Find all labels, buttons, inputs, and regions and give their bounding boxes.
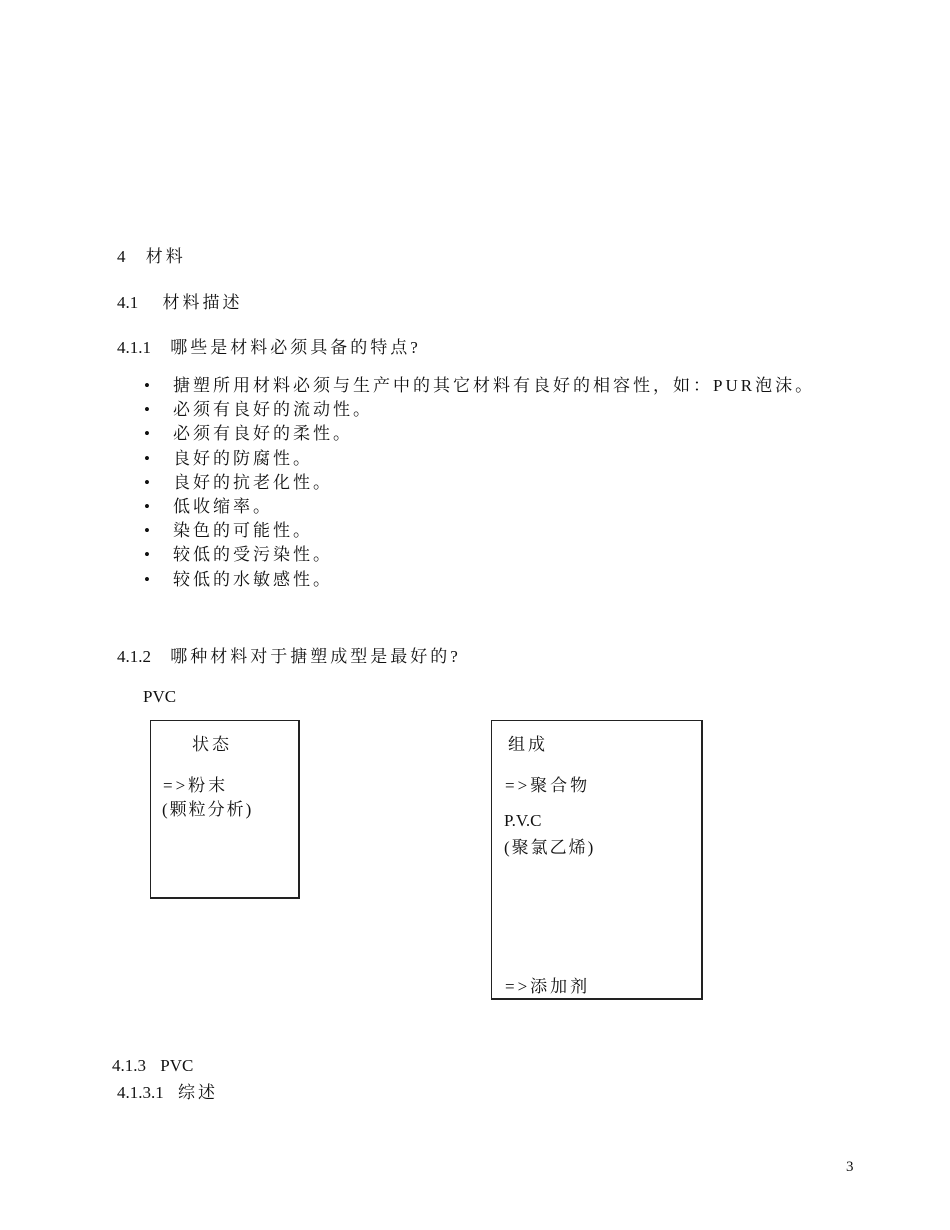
composition-box-title: 组成 [508, 735, 548, 754]
heading-4-1-3-1-text: 综述 [178, 1083, 218, 1102]
list-item [144, 519, 844, 543]
heading-4-1-2 [117, 642, 461, 667]
list-item-text: 搪塑所用材料必须与生产中的其它材料有良好的相容性，如：PUR泡沫。 [173, 376, 816, 395]
list-item-text: 良好的抗老化性。 [173, 472, 333, 492]
heading-4-1-3-number: 4.1.3 [112, 1056, 146, 1075]
list-item [144, 568, 844, 592]
state-box-line-2: (颗粒分析) [162, 800, 254, 819]
state-box-title: 状态 [192, 735, 232, 754]
list-item [144, 471, 844, 495]
heading-4-1 [117, 288, 243, 313]
heading-4-number: 4 [117, 247, 126, 266]
list-item [144, 447, 844, 471]
list-item-text: 必须有良好的柔性。 [173, 424, 353, 444]
composition-box [491, 720, 703, 1000]
state-box-line-1: =>粉末 [163, 776, 229, 795]
heading-4-1-3-1-number: 4.1.3.1 [117, 1083, 164, 1102]
list-item [144, 374, 844, 398]
material-label: PVC [143, 687, 177, 706]
heading-4-1-number: 4.1 [117, 293, 139, 312]
list-item [144, 543, 844, 567]
composition-box-line-2: P.V.C [504, 811, 542, 830]
list-item-text: 必须有良好的流动性。 [173, 400, 373, 420]
feature-list [144, 374, 844, 592]
heading-4-1-1-text: 哪些是材料必须具备的特点? [170, 338, 421, 357]
page-number: 3 [846, 1159, 854, 1175]
list-item-text: 染色的可能性。 [173, 521, 313, 541]
heading-4-1-2-number: 4.1.2 [117, 647, 151, 666]
composition-box-line-4: =>添加剂 [505, 977, 591, 996]
heading-4-1-3 [112, 1056, 193, 1076]
list-item-text: 低收缩率。 [173, 497, 273, 517]
composition-box-line-1: =>聚合物 [505, 776, 591, 795]
heading-4-1-1 [117, 333, 421, 358]
heading-4-text: 材料 [145, 247, 186, 266]
heading-4-1-1-number: 4.1.1 [117, 338, 151, 357]
state-box [150, 720, 300, 899]
heading-4-1-2-text: 哪种材料对于搪塑成型是最好的? [170, 647, 461, 666]
heading-4-1-3-1 [117, 1078, 218, 1103]
heading-4 [117, 242, 186, 267]
list-item-text: 良好的防腐性。 [173, 448, 313, 468]
list-item [144, 398, 844, 422]
list-item-text: 较低的水敏感性。 [173, 569, 333, 589]
list-item [144, 422, 844, 446]
composition-box-line-3: (聚氯乙烯) [504, 838, 596, 857]
list-item [144, 495, 844, 519]
list-item-text: 较低的受污染性。 [173, 545, 333, 565]
heading-4-1-3-text: PVC [160, 1056, 194, 1075]
heading-4-1-text: 材料描述 [162, 293, 243, 312]
